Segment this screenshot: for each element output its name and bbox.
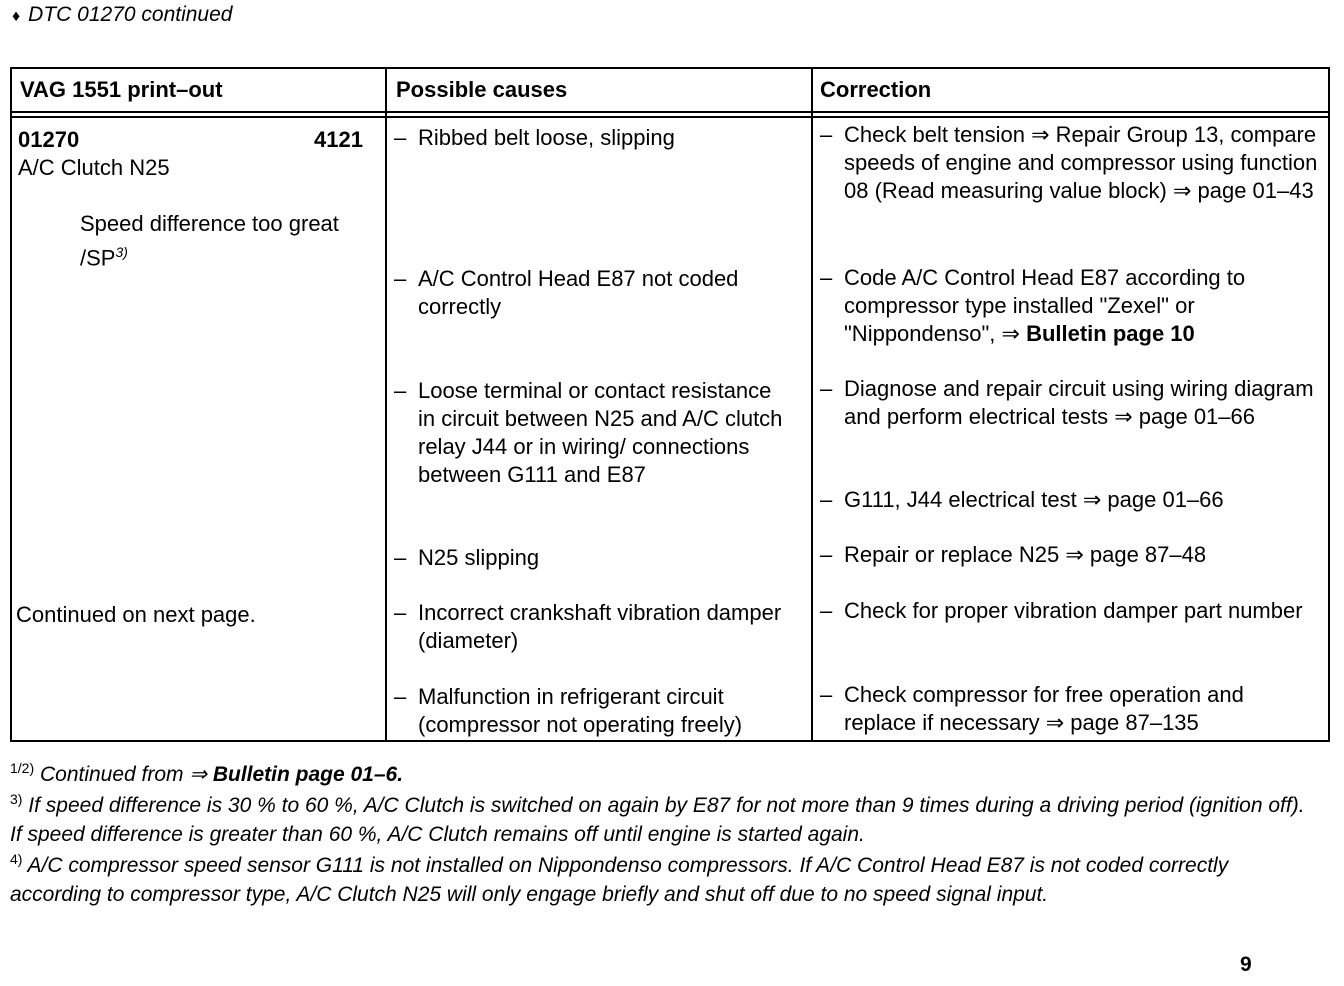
cause-item: – Loose terminal or contact resistance in circuit between N25 and A/C clutch relay J44 or in wiring/ connections between G111 and E87 bbox=[394, 378, 783, 487]
dtc-table bbox=[10, 67, 1330, 742]
correction-item: – Check belt tension ⇒ Repair Group 13, compare speeds of engine and compressor using function 08 (Read measuring value block) ⇒ page 01–43 bbox=[820, 122, 1318, 203]
continued-note: Continued on next page. bbox=[16, 602, 256, 627]
cause-item: – Malfunction in refrigerant circuit (compressor not operating freely) bbox=[394, 684, 743, 737]
page-number: 9 bbox=[1240, 953, 1252, 976]
cause-item: – Ribbed belt loose, slipping bbox=[394, 125, 675, 150]
bulletin-link: Bulletin page 10 bbox=[1026, 321, 1195, 346]
column-divider bbox=[385, 69, 387, 740]
correction-item: – G111, J44 electrical test ⇒ page 01–66 bbox=[820, 487, 1224, 512]
col-header-causes: Possible causes bbox=[396, 77, 568, 102]
header-rule bbox=[12, 111, 1328, 113]
dtc-number: 4121 bbox=[314, 127, 363, 152]
correction-item: – Repair or replace N25 ⇒ page 87–48 bbox=[820, 542, 1207, 567]
header-title: DTC 01270 continued bbox=[28, 3, 233, 26]
page-header bbox=[12, 3, 232, 27]
correction-item: – Diagnose and repair circuit using wiring diagram and perform electrical tests ⇒ page 01–66 bbox=[820, 376, 1314, 429]
cause-item: – N25 slipping bbox=[394, 545, 540, 570]
bullet-icon: ♦ bbox=[12, 8, 21, 25]
fault-suffix: /SP$^{3)}$ bbox=[80, 244, 128, 271]
correction-item: – Check compressor for free operation and replace if necessary ⇒ page 87–135 bbox=[820, 682, 1244, 735]
header-rule bbox=[12, 116, 1328, 118]
cause-item: – Incorrect crankshaft vibration damper (diameter) bbox=[394, 600, 782, 653]
column-divider bbox=[811, 69, 813, 740]
correction-item: – Code A/C Control Head E87 according to compressor type installed "Zexel" or "Nippondenso", ⇒ Bulletin page 10 bbox=[820, 265, 1246, 346]
dtc-code: 01270 bbox=[18, 127, 80, 152]
cause-item: – A/C Control Head E87 not coded correctly bbox=[394, 266, 739, 319]
footnote-4: $^{4)}$ A/C compressor speed sensor G111 is not installed on Nippondenso compressors. If A/C Control Head E87 is not coded correctly according to compressor type, A/C Clutch N25 will only engage briefly and shut off due to no speed signal input. bbox=[10, 851, 1229, 906]
fault-text: Speed difference too great bbox=[80, 211, 339, 236]
footnote-3: $^{3)}$ If speed difference is 30 % to 60 %, A/C Clutch is switched on again by E87 for not more than 9 times during a driving period (ignition off). If speed difference is greater than 60 %, A/C Clutch remains off until engine is started again. bbox=[10, 791, 1305, 846]
correction-item: – Check for proper vibration damper part number bbox=[820, 598, 1303, 623]
col-header-printout: VAG 1551 print–out bbox=[20, 77, 223, 102]
component-name: A/C Clutch N25 bbox=[18, 155, 170, 180]
col-header-correction: Correction bbox=[820, 77, 932, 102]
footnote-1: $^{1/2)}$ Continued from ⇒ Bulletin page 01–6. bbox=[10, 760, 404, 786]
